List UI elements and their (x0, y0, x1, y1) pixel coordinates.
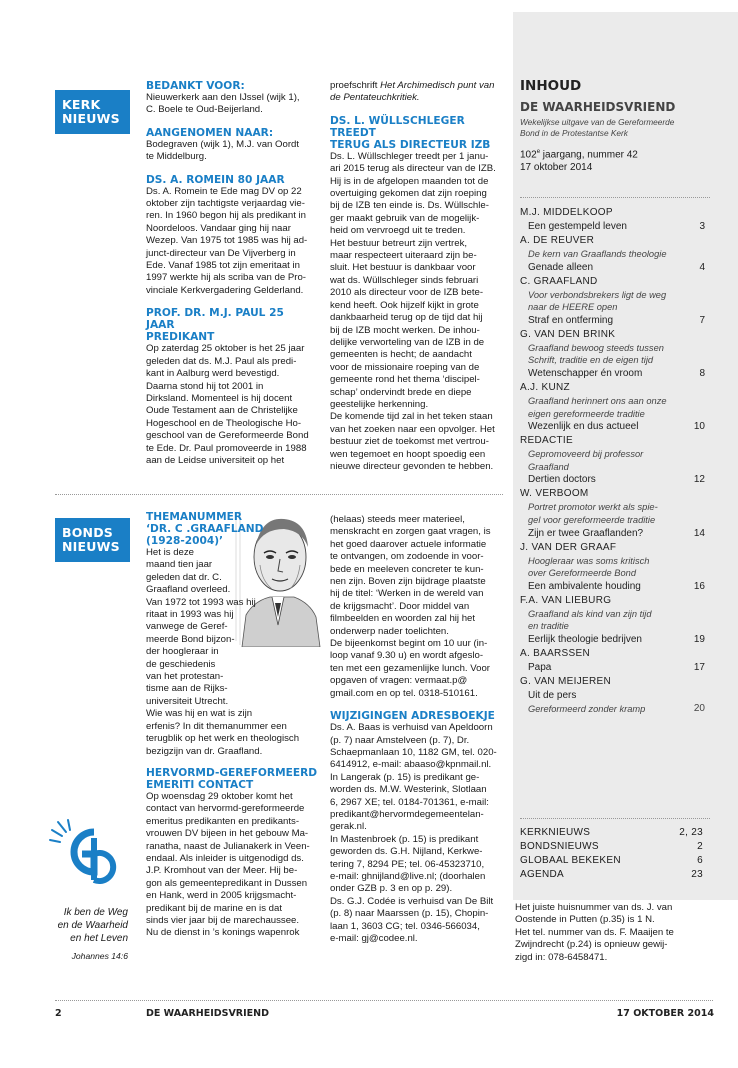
gb-logo-icon (48, 818, 132, 890)
toc-author: W. VERBOOM (520, 488, 589, 500)
section-page: 23 (691, 869, 703, 880)
toc-author: J. VAN DER GRAAF (520, 541, 617, 553)
section-entry[interactable] (520, 840, 703, 854)
toc-description: Graafland herinnert ons aan onze (528, 395, 667, 406)
heading-adresboekje: WIJZIGINGEN ADRESBOEKJE (330, 710, 495, 723)
magazine-name: DE WAARHEIDSVRIEND (520, 100, 676, 114)
inhoud-title: INHOUD (520, 78, 582, 94)
toc-author: A. BAARSSEN (520, 647, 590, 659)
toc-entry-page: 14 (693, 527, 705, 539)
heading-paul: PROF. DR. M.J. PAUL 25 JAAR PREDIKANT (146, 307, 284, 344)
section-entry[interactable] (520, 868, 703, 882)
toc-entry-title: Papa (528, 661, 552, 673)
toc-entry[interactable] (520, 261, 705, 275)
toc-entry-page: 10 (693, 421, 705, 433)
toc-entry-title: Uit de pers (528, 689, 577, 701)
magazine-description: Wekelijkse uitgave van de Gereformeerde Bond in de Protestantse Kerk (520, 117, 675, 138)
section-divider (55, 494, 503, 495)
paul-text: Op zaterdag 25 oktober is het 25 jaar geleden dat ds. M.J. Paul als predi- kant in Aalburg werd bevestigd. Daarna stond hij tot 2001 in Dirksland. Momenteel is hij docent Oude Testament aan de Christelijke Hogeschool en de Theologische Ho- geschool van de Gereformeerde Bond te Ede. Dr. Paul promoveerde in 1988 aan de Leidse universiteit op het (146, 343, 309, 466)
toc-entry[interactable] (520, 220, 705, 234)
toc-description: Schrift, traditie en de eigen tijd (528, 355, 654, 366)
section-name: KERKNIEUWS (520, 827, 591, 838)
toc-description: naar de HEERE open (528, 302, 618, 313)
toc-author: M.J. MIDDELKOOP (520, 207, 613, 218)
toc-description: eigen gereformeerde traditie (528, 408, 645, 419)
inhoud-header (520, 78, 710, 174)
toc-entry[interactable] (520, 314, 705, 328)
bondsnieuws-label: BONDS NIEUWS (55, 518, 130, 562)
issue-number: 102e jaargang, nummer 42 (520, 149, 638, 161)
toc-entry-page: 4 (699, 261, 705, 273)
footer-date: 17 OKTOBER 2014 (616, 1008, 714, 1019)
toc-description: Graafland bewoog steeds tussen (528, 342, 664, 353)
section-page: 2 (697, 841, 703, 852)
toc-entry-title: Eerlijk theologie bedrijven (528, 633, 642, 645)
toc-entry-title: Dertien doctors (528, 474, 596, 486)
toc-entry[interactable] (520, 689, 705, 703)
section-entry[interactable] (520, 854, 703, 868)
toc-entry[interactable] (520, 633, 705, 647)
heading-romein: DS. A. ROMEIN 80 JAAR (146, 173, 285, 186)
kerknieuws-column-1: BEDANKT VOOR: Nieuwerkerk aan den IJssel (wijk 1), C. Boele te Oud-Beijerland. AANGENOMEN NAAR: Bodegraven (wijk 1), M.J. van Oordt te Middelburg. DS. A. ROMEIN 80 JAAR Ds. A. Romein te Ede mag DV op 22 oktober zijn tachtigste verjaardag vie- ren. In 1960 begon hij als predikant in Noordeloos. Vandaar ging hij naar Wezep. Van 1975 tot 1985 was hij ad- junct-directeur van De Vijverberg in Ede. Vanaf 1985 tot zijn emeritaat in 1997 werkte hij als scriba van de Pro- vinciale Kerkvergadering Gelderland. PROF. DR. M.J. PAUL 25 JAAR PREDIKANT Op zaterdag 25 oktober is het 25 jaar geleden dat ds. M.J. Paul als predi- kant in Aalburg werd bevestigd. Daarna stond hij tot 2001 in Dirksland. Momenteel is hij docent Oude Testament aan de Christelijke Hogeschool en de Theologische Ho- geschool van de Gereformeerde Bond te Ede. Dr. Paul promoveerde in 1988 aan de Leidse universiteit op het (146, 80, 316, 467)
kerknieuws-label: KERK NIEUWS (55, 90, 130, 134)
toc-description: Graafland (528, 461, 569, 472)
toc-entry-title: Straf en ontferming (528, 314, 614, 326)
heading-themanummer: THEMANUMMER ‘DR. C .GRAAFLAND (1928-2004)’ (146, 511, 264, 547)
romein-text: Ds. A. Romein te Ede mag DV op 22 oktober zijn tachtigste verjaardag vie- ren. In 1960 begon hij als predikant in Noordeloos. Vandaar ging hij naar Wezep. Van 1975 tot 1985 was hij ad- junct-directeur van De Vijverberg in Ede. Vanaf 1985 tot zijn emeritaat in 1997 werkte hij als scriba van de Pro- vinciale Kerkvergadering Gelderland. (146, 185, 308, 296)
sections-list (520, 826, 703, 882)
toc-entry-title: Een gestempeld leven (528, 221, 627, 232)
bondsnieuws-column-1 (146, 511, 321, 940)
section-name: GLOBAAL BEKEKEN (520, 855, 621, 866)
toc-entry-title: Een ambivalente houding (528, 580, 641, 592)
section-entry[interactable] (520, 826, 703, 840)
themanummer-text: Het is deze maand tien jaar geleden dat dr. C. Graafland overleed. Van 1972 tot 1993 was hij ritaat in 1993 was hij vanwege de Geref- meerde Bond bijzon- der hoogleraar in de geschiedenis van het protestan- tisme aan de Rijks- universiteit Utrecht. Wie was hij en wat is zijn erfenis? In dit themanummer een terugblik op het werk en theologisch bezigzijn van dr. Graafland. (146, 547, 300, 757)
toc-entry-page: 17 (693, 661, 705, 673)
table-of-contents (520, 206, 705, 716)
wullschleger-text: Ds. L. Wüllschleger treedt per 1 janu- ari 2015 terug als directeur van de IZB. Hij is in de afgelopen maanden tot de overtuiging gekomen dat zijn roeping bij de IZB ten einde is. Ds. Wüllschle- ger maakt gebruik van de mogelijk- heid om vervroegd uit te treden. Het bestuur betreurt zijn vertrek, maar respecteert uiteraard zijn be- sluit. Het bestuur is dankbaar voor wat ds. Wüllschleger sinds februari 2010 als directeur voor de IZB bete- kend heeft. Ook hijzelf kijkt in grote dankbaarheid terug op de tijd dat hij bij de IZB mocht werken. De inhou- delijke verworteling van de IZB in de gemeenten is hecht; de aandacht voor de missionaire roeping van de gemeente rond het thema ‘discipel- schap’ ondervindt brede en diepe geestelijke herkenning. De komende tijd zal in het teken staan van het zoeken naar een opvolger. Het bestuur ziet de toekomst met vertrou- wen tegemoet en hoopt spoedig een nieuwe directeur gevonden te hebben. (330, 150, 496, 472)
toc-entry[interactable] (520, 420, 705, 434)
toc-entry-page: 19 (693, 633, 705, 645)
toc-author: REDACTIE (520, 435, 573, 447)
heading-aangenomen: AANGENOMEN NAAR: (146, 126, 274, 139)
toc-entry-page: 8 (699, 367, 705, 379)
heading-wullschleger: DS. L. WÜLLSCHLEGER TREEDT TERUG ALS DIRECTEUR IZB (330, 114, 491, 151)
toc-divider-bottom (520, 818, 710, 819)
toc-entry-page: 7 (699, 314, 705, 326)
toc-author: C. GRAAFLAND (520, 275, 598, 287)
toc-author: A.J. KUNZ (520, 381, 570, 393)
toc-divider-top (520, 197, 710, 198)
page-number: 2 (55, 1008, 62, 1019)
toc-entry-page: 16 (693, 580, 705, 592)
toc-entry-title: Wezenlijk en dus actueel (528, 421, 639, 433)
toc-entry-title: Genade alleen (528, 261, 594, 273)
heading-bedankt: BEDANKT VOOR: (146, 80, 245, 92)
footer-title: DE WAARHEIDSVRIEND (146, 1008, 269, 1019)
correction-note: Het juiste huisnummer van ds. J. van Oostende in Putten (p.35) is 1 N. Het tel. nummer van ds. F. Maaijen te Zwijndrecht (p.24) is opnieuw gewij- zigd in: 078-6458471. (515, 902, 674, 963)
emeriti-text-continued: (helaas) steeds meer materieel, menskracht en zorgen gaat vragen, is het goed daarover actuele informatie te ontvangen, om zodoende in voor- bede en meeleven concreter te kun- nen zijn. Boven zijn bijdrage plaatste hij de titel: ‘Werken in de wereld van de krijgsmacht’. Door middel van filmbeelden en woorden zal hij het onderwerp nader toelichten. De bijeenkomst begint om 10 uur (in- loop vanaf 9.30 u) en wordt afgeslo- ten met een gezamenlijke lunch. Voor opgaven of vragen: vermaat.p@ gmail.com en op tel. 0318-510161. (330, 514, 491, 699)
toc-description: en traditie (528, 621, 569, 632)
toc-description: Portret promotor werkt als spie- (528, 502, 658, 513)
toc-entry[interactable] (520, 527, 705, 541)
toc-description: over Gereformeerde Bond (528, 568, 637, 579)
section-name: BONDSNIEUWS (520, 841, 599, 852)
toc-entry[interactable] (520, 661, 705, 675)
section-name: AGENDA (520, 869, 565, 880)
quote-reference: Johannes 14:6 (71, 951, 128, 961)
toc-description: De kern van Graaflands theologie (528, 249, 667, 259)
adresboekje-text: Ds. A. Baas is verhuisd van Apeldoorn (p. 7) naar Amstelveen (p. 7), Dr. Schaepmanlaan 10, 1182 GM, tel. 020- 6414912, e-mail: abaaso@kpnmail.nl. In Langerak (p. 15) is predikant ge- worden ds. M.W. Westerink, Slotlaan 6, 2967 XE; tel. 0184-701361, e-mail: predikant@hervormdegemeentelan- gerak.nl. In Mastenbroek (p. 15) is predikant geworden ds. G.H. Nijland, Kerkwe- tering 7, 8294 PE; tel. 06-45323710, e-mail: ghnijland@live.nl; (doorhalen onder GZB p. 3 en op p. 29). Ds. G.J. Codée is verhuisd van De Bilt (p. 8) naar Maarssen (p. 15), Chopin- laan 1, 3603 CG; tel. 0346-566034, e-mail: gj@codee.nl. (330, 722, 497, 944)
bondsnieuws-column-2 (330, 514, 505, 945)
toc-entry-title: Wetenschapper én vroom (528, 367, 643, 379)
toc-author: A. DE REUVER (520, 235, 595, 246)
kerknieuws-column-2: proefschrift Het Archimedisch punt van de Pentateuchkritiek. DS. L. WÜLLSCHLEGER TREEDT TERUG ALS DIRECTEUR IZB Ds. L. Wüllschleger treedt per 1 janu- ari 2015 terug als directeur van de IZB. Hij is in de afgelopen maanden tot de overtuiging gekomen dat zijn roeping bij de IZB ten einde is. Ds. Wüllschle- ger maakt gebruik van de mogelijk- heid om vervroegd uit te treden. Het bestuur betreurt zijn vertrek, maar respecteert uiteraard zijn be- sluit. Het bestuur is dankbaar voor wat ds. Wüllschleger sinds februari 2010 als directeur voor de IZB bete- kend heeft. Ook hijzelf kijkt in grote dankbaarheid terug op de tijd dat hij bij de IZB mocht werken. De inhou- delijke verworteling van de IZB in de gemeenten is hecht; de aandacht voor de missionaire roeping van de gemeente rond het thema ‘discipel- schap’ ondervindt brede en diepe geestelijke herkenning. De komende tijd zal in het teken staan van het zoeken naar een opvolger. Het bestuur ziet de toekomst met vertrou- wen tegemoet en hoopt spoedig een nieuwe directeur gevonden te hebben. (330, 80, 502, 473)
toc-author: F.A. VAN LIEBURG (520, 594, 612, 606)
footer-divider (55, 1000, 713, 1001)
heading-emeriti: HERVORMD-GEREFORMEERD EMERITI CONTACT (146, 766, 318, 791)
emeriti-text: Op woensdag 29 oktober komt het contact van hervormd-gereformeerde emeritus predikanten en predikants- vrouwen DV bijeen in het gebouw Ma- ranatha, naast de Julianakerk in Veen- endaal. Als inleider is uitgenodigd ds. J.P. Kromhout van der Meer. Hij be- gon als gemeentepredikant in Dussen en Hank, werd in 2005 krijgsmacht- predikant bij de marine en is dat sinds vier jaar bij de marechaussee. Nu de dienst in ’s konings wapenrok (146, 790, 310, 939)
toc-last-desc: Gereformeerd zonder kramp 20 (528, 702, 705, 714)
bible-quote: Ik ben de Weg en de Waarheid en het Leven Johannes 14:6 (40, 906, 128, 963)
toc-entry[interactable] (520, 580, 705, 594)
toc-entry-page: 12 (693, 474, 705, 486)
toc-description: Voor verbondsbrekers ligt de weg (528, 289, 667, 300)
toc-entry-title: Zijn er twee Graaflanden? (528, 527, 644, 539)
section-page: 6 (697, 855, 703, 866)
toc-description: gel voor gereformeerde traditie (528, 514, 656, 525)
section-page: 2, 23 (679, 827, 703, 838)
issue-date: 17 oktober 2014 (520, 162, 593, 174)
toc-description: Hoogleraar was soms kritisch (528, 555, 650, 566)
toc-entry[interactable] (520, 367, 705, 381)
toc-author: G. VAN MEIJEREN (520, 675, 611, 687)
toc-entry[interactable] (520, 473, 705, 487)
toc-entry-page: 3 (699, 221, 705, 232)
toc-description: Gepromoveerd bij professor (528, 449, 644, 460)
toc-description: Graafland als kind van zijn tijd (528, 608, 652, 619)
toc-author: G. VAN DEN BRINK (520, 328, 616, 340)
